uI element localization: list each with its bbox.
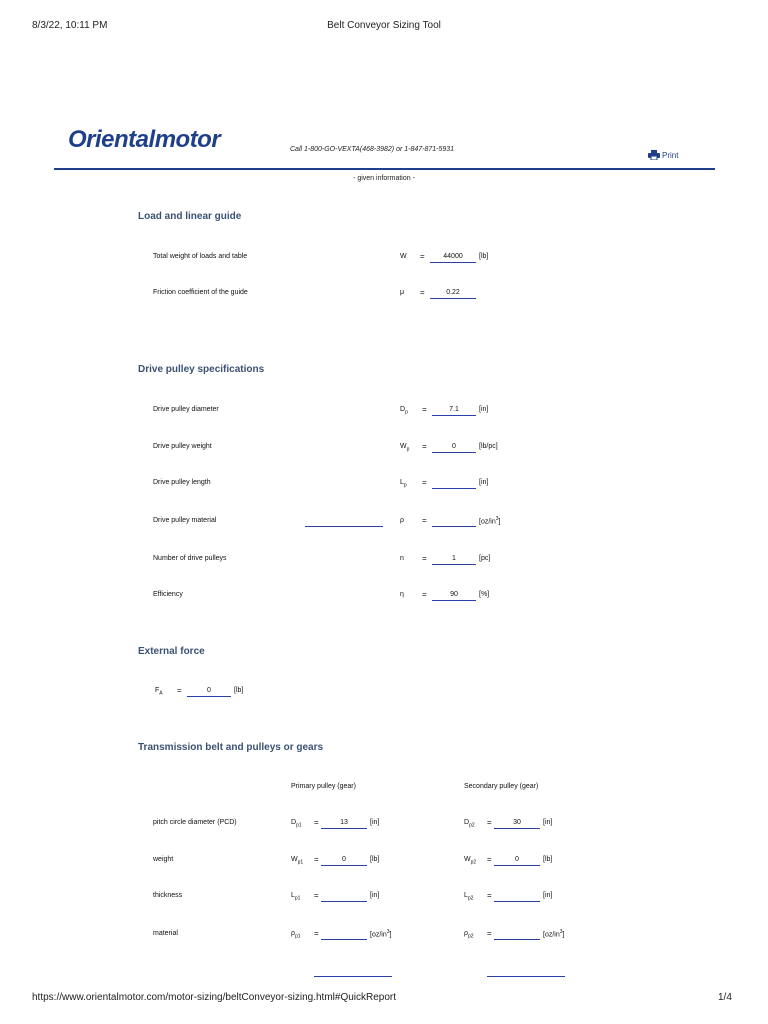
pulley-weight-secondary-symbol: $W_{p2}$ xyxy=(464,856,477,866)
drive-length-symbol: $L_p$ xyxy=(400,479,407,489)
primary-material-select[interactable] xyxy=(314,976,392,977)
pcd-primary-unit: [in] xyxy=(370,819,380,826)
drive-material-equals: = xyxy=(422,516,427,525)
oriental-motor-logo: Orientalmotor xyxy=(68,126,221,153)
thickness-primary-field[interactable] xyxy=(321,891,367,902)
drive-length-field[interactable] xyxy=(432,478,476,489)
weight-unit: [lb] xyxy=(479,253,489,260)
drive-count-unit: [pc] xyxy=(479,555,491,562)
pcd-secondary-equals: = xyxy=(487,818,492,827)
efficiency-unit: [%] xyxy=(479,591,490,598)
drive-count-symbol: n xyxy=(400,555,404,562)
drive-length-equals: = xyxy=(422,478,427,487)
secondary-material-select[interactable] xyxy=(487,976,565,977)
drive-length-unit: [in] xyxy=(479,479,489,486)
material-secondary-unit: $[oz/in^3]$ xyxy=(543,929,565,939)
pulley-weight-primary-equals: = xyxy=(314,855,319,864)
drive-weight-field[interactable]: 0 xyxy=(432,442,476,453)
thickness-secondary-unit: [in] xyxy=(543,892,553,899)
material-primary-unit: $[oz/in^3]$ xyxy=(370,929,392,939)
drive-density-field[interactable] xyxy=(432,516,476,527)
page-number: 1/4 xyxy=(718,992,732,1003)
thickness-secondary-field[interactable] xyxy=(494,891,540,902)
phone-text: Call 1-800-GO-VEXTA(468-3982) or 1-847-871-5931 xyxy=(290,146,455,153)
drive-count-field[interactable]: 1 xyxy=(432,554,476,565)
external-force-symbol: $F_A$ xyxy=(155,687,163,697)
section-title-external: External force xyxy=(138,646,205,657)
material-secondary-field[interactable] xyxy=(494,929,540,940)
material-secondary-symbol: $\rho_{p2}$ xyxy=(464,930,474,940)
pulley-weight-label: weight xyxy=(153,856,174,863)
drive-diameter-unit: [in] xyxy=(479,406,489,413)
efficiency-label: Efficiency xyxy=(153,591,183,598)
pulley-material-label: material xyxy=(153,930,178,937)
drive-diameter-equals: = xyxy=(422,405,427,414)
drive-weight-equals: = xyxy=(422,442,427,451)
efficiency-equals: = xyxy=(422,590,427,599)
given-information-label: - given information - xyxy=(353,175,415,182)
weight-label: Total weight of loads and table xyxy=(153,253,248,260)
header-divider xyxy=(54,168,715,170)
footer-url: https://www.orientalmotor.com/motor-sizing/beltConveyor-sizing.html#QuickReport xyxy=(32,992,397,1003)
thickness-primary-symbol: $L_{p1}$ xyxy=(291,892,301,902)
external-force-field[interactable]: 0 xyxy=(187,686,231,697)
pcd-secondary-unit: [in] xyxy=(543,819,553,826)
thickness-secondary-symbol: $L_{p2}$ xyxy=(464,892,474,902)
page-title: Belt Conveyor Sizing Tool xyxy=(327,20,441,31)
pulley-weight-primary-symbol: $W_{p1}$ xyxy=(291,856,304,866)
thickness-primary-equals: = xyxy=(314,891,319,900)
thickness-label: thickness xyxy=(153,892,183,899)
friction-value-field[interactable]: 0.22 xyxy=(430,288,476,299)
weight-equals: = xyxy=(420,252,425,261)
drive-diameter-label: Drive pulley diameter xyxy=(153,406,219,413)
pcd-secondary-symbol: $D_{p2}$ xyxy=(464,819,475,829)
drive-count-equals: = xyxy=(422,554,427,563)
drive-weight-label: Drive pulley weight xyxy=(153,443,212,450)
drive-count-label: Number of drive pulleys xyxy=(153,555,227,562)
friction-equals: = xyxy=(420,288,425,297)
pulley-weight-primary-unit: [lb] xyxy=(370,856,380,863)
section-title-transmission: Transmission belt and pulleys or gears xyxy=(138,742,324,753)
material-primary-field[interactable] xyxy=(321,929,367,940)
efficiency-field[interactable]: 90 xyxy=(432,590,476,601)
print-label: Print xyxy=(662,150,679,160)
weight-value-field[interactable]: 44000 xyxy=(430,252,476,263)
pcd-primary-symbol: $D_{p1}$ xyxy=(291,819,302,829)
pulley-weight-secondary-unit: [lb] xyxy=(543,856,553,863)
drive-material-label: Drive pulley material xyxy=(153,517,217,524)
primary-pulley-header: Primary pulley (gear) xyxy=(291,783,356,790)
drive-material-select[interactable] xyxy=(305,526,383,527)
pcd-label: pitch circle diameter (PCD) xyxy=(153,819,237,826)
friction-label: Friction coefficient of the guide xyxy=(153,289,248,296)
drive-material-symbol: ρ xyxy=(400,517,404,524)
thickness-secondary-equals: = xyxy=(487,891,492,900)
pulley-weight-primary-field[interactable]: 0 xyxy=(321,855,367,866)
drive-density-unit: $[oz/in^3]$ xyxy=(479,516,501,526)
weight-symbol: W xyxy=(400,253,407,260)
friction-symbol: μ xyxy=(400,289,405,296)
pcd-primary-equals: = xyxy=(314,818,319,827)
pcd-secondary-field[interactable]: 30 xyxy=(494,818,540,829)
section-title-drive: Drive pulley specifications xyxy=(138,364,265,375)
material-primary-symbol: $\rho_{p1}$ xyxy=(291,930,301,940)
printer-icon xyxy=(648,150,660,160)
pulley-weight-secondary-equals: = xyxy=(487,855,492,864)
thickness-primary-unit: [in] xyxy=(370,892,380,899)
external-force-unit: [lb] xyxy=(234,687,244,694)
secondary-pulley-header: Secondary pulley (gear) xyxy=(464,783,539,790)
section-title-load: Load and linear guide xyxy=(138,211,242,222)
drive-diameter-symbol: $D_p$ xyxy=(400,406,408,416)
drive-length-label: Drive pulley length xyxy=(153,479,211,486)
drive-weight-symbol: $W_p$ xyxy=(400,443,410,453)
material-primary-equals: = xyxy=(314,929,319,938)
external-force-equals: = xyxy=(177,686,182,695)
drive-weight-unit: [lb/pc] xyxy=(479,443,498,450)
pulley-weight-secondary-field[interactable]: 0 xyxy=(494,855,540,866)
print-button[interactable] xyxy=(648,150,678,160)
efficiency-symbol: η xyxy=(400,591,404,598)
material-secondary-equals: = xyxy=(487,929,492,938)
print-datetime: 8/3/22, 10:11 PM xyxy=(32,20,108,31)
drive-diameter-field[interactable]: 7.1 xyxy=(432,405,476,416)
pcd-primary-field[interactable]: 13 xyxy=(321,818,367,829)
